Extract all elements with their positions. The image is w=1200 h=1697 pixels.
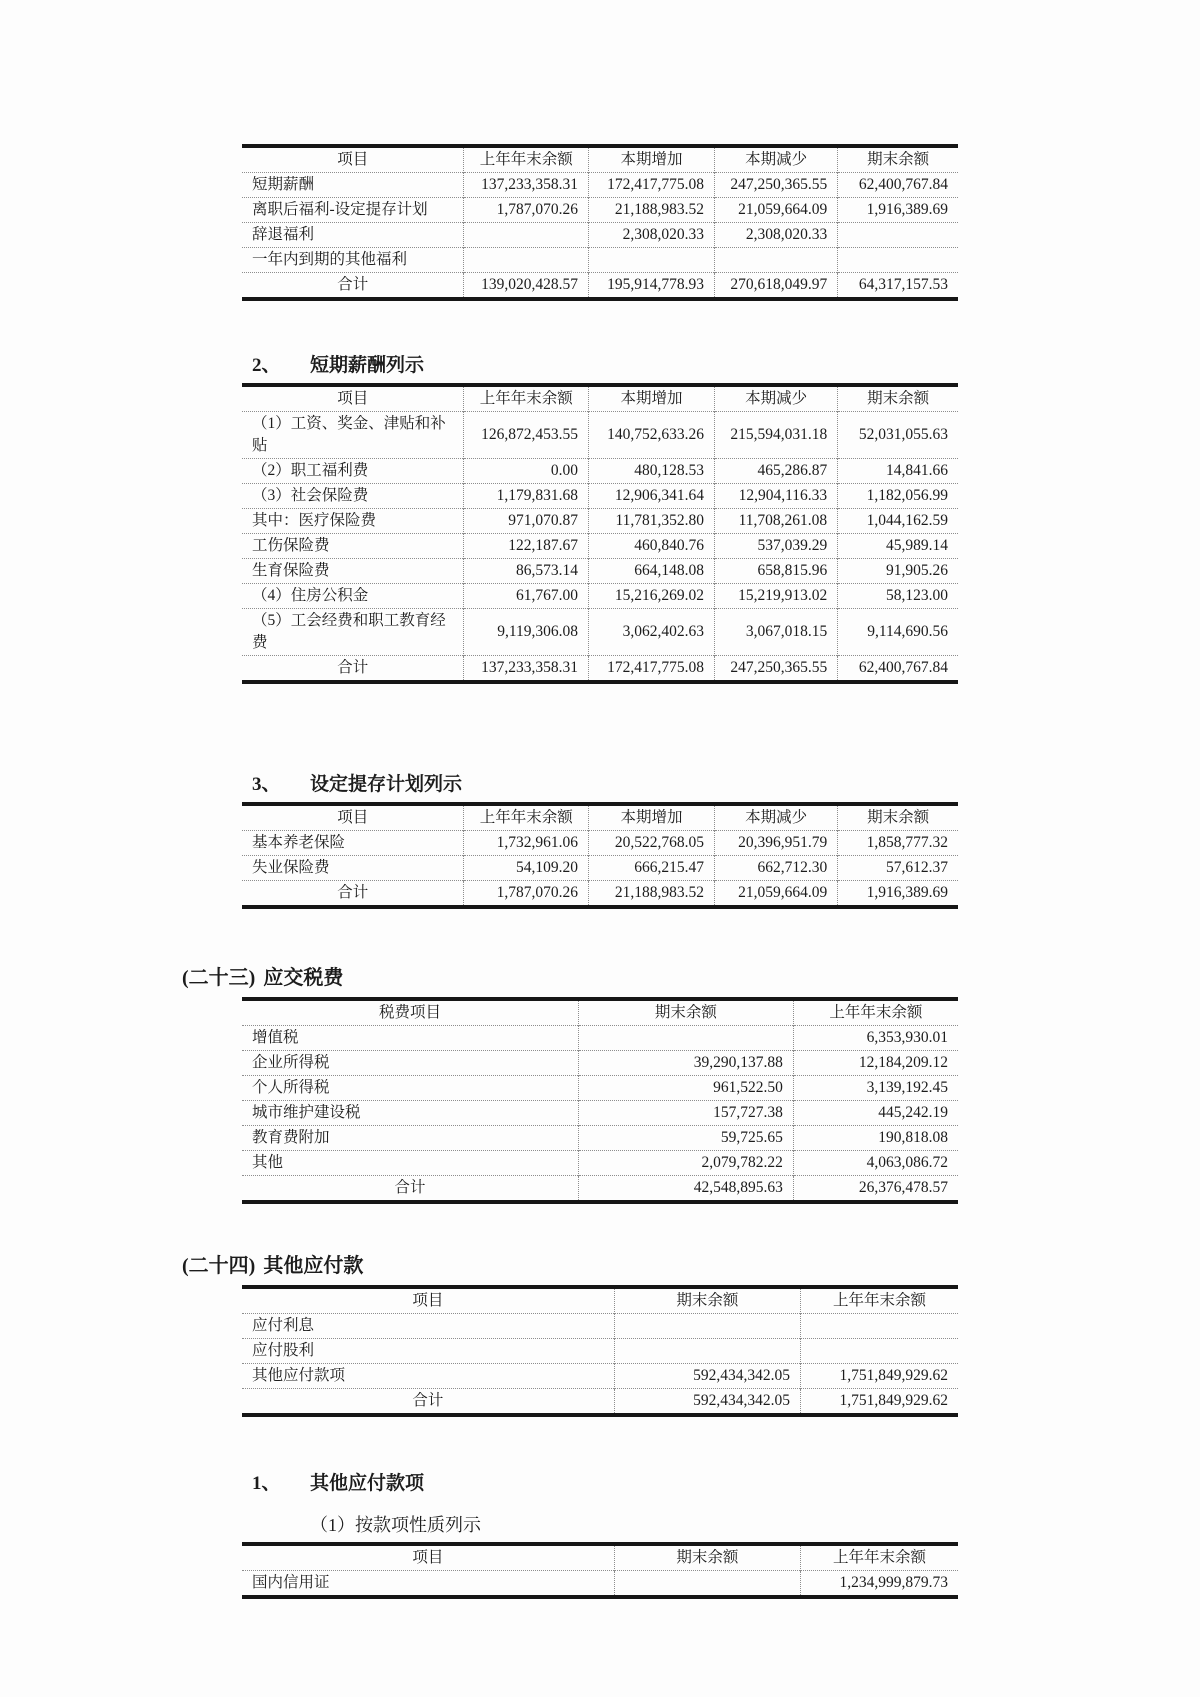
row-label: 合计	[394, 1179, 426, 1196]
table-row	[242, 1314, 958, 1339]
cell-value: 62,400,767.84	[838, 656, 958, 683]
cell-value: 592,434,342.05	[614, 1389, 800, 1416]
cell-value: 961,522.50	[579, 1076, 794, 1101]
cell-value	[464, 248, 589, 273]
document-content	[182, 0, 958, 1599]
column-header: 本期增加	[589, 385, 715, 412]
cell-value: 2,308,020.33	[715, 223, 838, 248]
short-term-compensation-table	[242, 383, 958, 684]
cell-value: 247,250,365.55	[715, 656, 838, 683]
column-header: 项目	[337, 151, 369, 168]
cell-value: 2,079,782.22	[579, 1151, 794, 1176]
cell-value: 9,119,306.08	[464, 609, 589, 656]
row-label: 短期薪酬	[252, 176, 315, 193]
total-row	[242, 1176, 958, 1203]
cell-value: 172,417,775.08	[589, 656, 715, 683]
cell-value: 20,522,768.05	[589, 831, 715, 856]
section-number: (二十四)	[182, 1255, 256, 1277]
cell-value: 215,594,031.18	[715, 412, 838, 459]
cell-value: 58,123.00	[838, 584, 958, 609]
table-row	[242, 248, 958, 273]
column-header: 期末余额	[579, 999, 794, 1026]
row-label: （5）工会经费和职工教育经费	[252, 612, 446, 651]
cell-value	[838, 223, 958, 248]
row-label: 其中：医疗保险费	[252, 512, 377, 529]
section-heading-other-payables	[182, 1253, 958, 1280]
cell-value: 62,400,767.84	[838, 173, 958, 198]
cell-value: 61,767.00	[464, 584, 589, 609]
row-label: 增值税	[252, 1029, 299, 1046]
table-row	[242, 609, 958, 656]
total-row	[242, 656, 958, 683]
row-label: 合计	[337, 659, 369, 676]
cell-value	[614, 1571, 800, 1598]
section-number: 1、	[252, 1473, 281, 1494]
table-row	[242, 1126, 958, 1151]
row-label: 应付利息	[252, 1317, 315, 1334]
cell-value: 137,233,358.31	[464, 656, 589, 683]
cell-value: 86,573.14	[464, 559, 589, 584]
cell-value: 54,109.20	[464, 856, 589, 881]
header-row	[242, 1544, 958, 1571]
cell-value: 195,914,778.93	[589, 273, 715, 300]
table-row	[242, 412, 958, 459]
cell-value: 592,434,342.05	[614, 1364, 800, 1389]
cell-value: 1,916,389.69	[838, 198, 958, 223]
table-row	[242, 1364, 958, 1389]
cell-value: 15,216,269.02	[589, 584, 715, 609]
cell-value	[464, 223, 589, 248]
row-label: 失业保险费	[252, 859, 330, 876]
total-row	[242, 273, 958, 300]
cell-value: 1,787,070.26	[464, 881, 589, 908]
cell-value: 26,376,478.57	[793, 1176, 958, 1203]
cell-value: 15,219,913.02	[715, 584, 838, 609]
column-header: 本期减少	[715, 804, 838, 831]
row-label: 基本养老保险	[252, 834, 346, 851]
row-label: 国内信用证	[252, 1574, 330, 1591]
cell-value: 460,840.76	[589, 534, 715, 559]
column-header: 上年年末余额	[800, 1287, 958, 1314]
cell-value: 137,233,358.31	[464, 173, 589, 198]
section-title: 其他应付款	[263, 1255, 364, 1277]
column-header: 上年年末余额	[464, 385, 589, 412]
cell-value	[800, 1314, 958, 1339]
cell-value	[614, 1339, 800, 1364]
column-header: 期末余额	[614, 1544, 800, 1571]
taxes-payable-table	[242, 997, 958, 1204]
table-row	[242, 484, 958, 509]
section-number: (二十三)	[182, 967, 256, 989]
cell-value: 20,396,951.79	[715, 831, 838, 856]
column-header: 本期增加	[589, 804, 715, 831]
cell-value: 1,751,849,929.62	[800, 1364, 958, 1389]
cell-value: 139,020,428.57	[464, 273, 589, 300]
header-row	[242, 1287, 958, 1314]
column-header: 上年年末余额	[800, 1544, 958, 1571]
column-header: 期末余额	[614, 1287, 800, 1314]
row-label: 工伤保险费	[252, 537, 330, 554]
section-heading-short-term-compensation	[252, 353, 958, 379]
cell-value: 3,062,402.63	[589, 609, 715, 656]
cell-value: 21,059,664.09	[715, 881, 838, 908]
table-row	[242, 584, 958, 609]
header-row	[242, 999, 958, 1026]
table-row	[242, 223, 958, 248]
cell-value	[614, 1314, 800, 1339]
cell-value: 91,905.26	[838, 559, 958, 584]
cell-value: 971,070.87	[464, 509, 589, 534]
column-header: 上年年末余额	[464, 804, 589, 831]
table-row	[242, 1026, 958, 1051]
cell-value: 39,290,137.88	[579, 1051, 794, 1076]
cell-value: 666,215.47	[589, 856, 715, 881]
column-header: 项目	[337, 809, 369, 826]
cell-value: 662,712.30	[715, 856, 838, 881]
cell-value: 122,187.67	[464, 534, 589, 559]
employee-benefits-table	[242, 144, 958, 301]
column-header: 期末余额	[838, 385, 958, 412]
column-header: 项目	[412, 1549, 444, 1566]
cell-value: 59,725.65	[579, 1126, 794, 1151]
table-row	[242, 1571, 958, 1598]
cell-value	[838, 248, 958, 273]
table-row	[242, 534, 958, 559]
cell-value: 2,308,020.33	[589, 223, 715, 248]
cell-value: 480,128.53	[589, 459, 715, 484]
cell-value: 11,781,352.80	[589, 509, 715, 534]
cell-value: 6,353,930.01	[793, 1026, 958, 1051]
cell-value: 3,067,018.15	[715, 609, 838, 656]
row-label: 企业所得税	[252, 1054, 330, 1071]
column-header: 本期增加	[589, 146, 715, 173]
row-label: 城市维护建设税	[252, 1104, 361, 1121]
cell-value: 1,916,389.69	[838, 881, 958, 908]
column-header: 上年年末余额	[793, 999, 958, 1026]
column-header: 本期减少	[715, 146, 838, 173]
table-row	[242, 509, 958, 534]
table-row	[242, 1101, 958, 1126]
section-heading-taxes-payable	[182, 965, 958, 992]
table-row	[242, 1076, 958, 1101]
cell-value: 12,906,341.64	[589, 484, 715, 509]
column-header: 项目	[412, 1292, 444, 1309]
table-row	[242, 198, 958, 223]
cell-value: 537,039.29	[715, 534, 838, 559]
subsection-heading-by-nature: （1）按款项性质列示	[310, 1515, 481, 1535]
row-label: 合计	[412, 1392, 444, 1409]
cell-value: 21,188,983.52	[589, 198, 715, 223]
cell-value: 1,751,849,929.62	[800, 1389, 958, 1416]
row-label: 教育费附加	[252, 1129, 330, 1146]
table-row	[242, 1151, 958, 1176]
table-row	[242, 1051, 958, 1076]
column-header: 项目	[337, 390, 369, 407]
cell-value: 247,250,365.55	[715, 173, 838, 198]
cell-value: 190,818.08	[793, 1126, 958, 1151]
other-payables-table	[242, 1285, 958, 1417]
cell-value: 64,317,157.53	[838, 273, 958, 300]
cell-value: 57,612.37	[838, 856, 958, 881]
cell-value: 1,179,831.68	[464, 484, 589, 509]
section-title: 设定提存计划列示	[310, 774, 463, 795]
cell-value: 157,727.38	[579, 1101, 794, 1126]
cell-value	[579, 1026, 794, 1051]
table-row	[242, 831, 958, 856]
cell-value: 12,904,116.33	[715, 484, 838, 509]
cell-value: 21,188,983.52	[589, 881, 715, 908]
cell-value	[800, 1339, 958, 1364]
cell-value: 0.00	[464, 459, 589, 484]
cell-value: 1,732,961.06	[464, 831, 589, 856]
cell-value: 4,063,086.72	[793, 1151, 958, 1176]
cell-value: 14,841.66	[838, 459, 958, 484]
defined-contribution-table	[242, 802, 958, 909]
cell-value	[589, 248, 715, 273]
cell-value: 9,114,690.56	[838, 609, 958, 656]
cell-value	[715, 248, 838, 273]
cell-value: 465,286.87	[715, 459, 838, 484]
column-header: 期末余额	[838, 804, 958, 831]
cell-value: 126,872,453.55	[464, 412, 589, 459]
column-header: 上年年末余额	[464, 146, 589, 173]
cell-value: 270,618,049.97	[715, 273, 838, 300]
cell-value: 52,031,055.63	[838, 412, 958, 459]
header-row	[242, 804, 958, 831]
header-row	[242, 146, 958, 173]
cell-value: 664,148.08	[589, 559, 715, 584]
cell-value: 658,815.96	[715, 559, 838, 584]
section-title: 其他应付款项	[310, 1473, 425, 1494]
row-label: 个人所得税	[252, 1079, 330, 1096]
section-heading-other-payables-items	[252, 1471, 958, 1497]
table-row	[242, 173, 958, 198]
cell-value: 12,184,209.12	[793, 1051, 958, 1076]
cell-value: 140,752,633.26	[589, 412, 715, 459]
row-label: （1）工资、奖金、津贴和补贴	[252, 415, 446, 454]
column-header: 期末余额	[838, 146, 958, 173]
row-label: 应付股利	[252, 1342, 315, 1359]
cell-value: 172,417,775.08	[589, 173, 715, 198]
row-label: 其他	[252, 1154, 284, 1171]
row-label: 离职后福利-设定提存计划	[252, 201, 428, 218]
cell-value: 21,059,664.09	[715, 198, 838, 223]
cell-value: 1,182,056.99	[838, 484, 958, 509]
row-label: （4）住房公积金	[252, 587, 369, 604]
column-header: 本期减少	[715, 385, 838, 412]
total-row	[242, 881, 958, 908]
column-header: 税费项目	[379, 1004, 442, 1021]
other-payables-by-nature-table	[242, 1542, 958, 1599]
table-row	[242, 459, 958, 484]
section-title: 应交税费	[263, 967, 344, 989]
row-label: （2）职工福利费	[252, 462, 369, 479]
cell-value: 3,139,192.45	[793, 1076, 958, 1101]
cell-value: 445,242.19	[793, 1101, 958, 1126]
total-row	[242, 1389, 958, 1416]
header-row	[242, 385, 958, 412]
section-title: 短期薪酬列示	[310, 355, 425, 376]
row-label: 一年内到期的其他福利	[252, 251, 408, 268]
row-label: 生育保险费	[252, 562, 330, 579]
row-label: 合计	[337, 276, 369, 293]
section-number: 2、	[252, 355, 281, 376]
table-row	[242, 856, 958, 881]
cell-value: 42,548,895.63	[579, 1176, 794, 1203]
row-label: （3）社会保险费	[252, 487, 369, 504]
row-label: 其他应付款项	[252, 1367, 346, 1384]
table-row	[242, 559, 958, 584]
cell-value: 1,234,999,879.73	[800, 1571, 958, 1598]
section-number: 3、	[252, 774, 281, 795]
cell-value: 45,989.14	[838, 534, 958, 559]
cell-value: 1,858,777.32	[838, 831, 958, 856]
table-row	[242, 1339, 958, 1364]
row-label: 辞退福利	[252, 226, 315, 243]
cell-value: 1,787,070.26	[464, 198, 589, 223]
cell-value: 11,708,261.08	[715, 509, 838, 534]
section-heading-defined-contribution	[252, 772, 958, 798]
cell-value: 1,044,162.59	[838, 509, 958, 534]
row-label: 合计	[337, 884, 369, 901]
